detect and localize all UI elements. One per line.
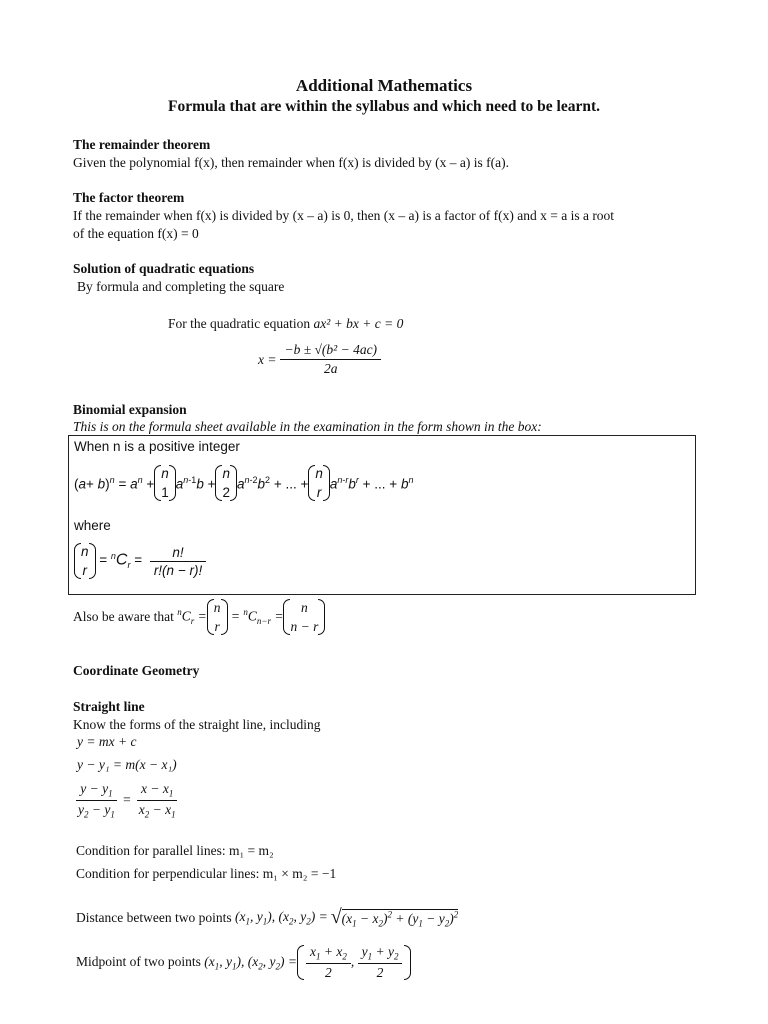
- quadratic-equation-label: For the quadratic equation: [168, 316, 311, 331]
- combination-fraction: $\frac{n!}{r!(n - r)!}$: [150, 545, 207, 578]
- page-title: Additional Mathematics: [295, 76, 473, 95]
- straight-line-intro: Know the forms of the straight line, including: [73, 717, 321, 732]
- binomial-formula-box: [68, 435, 696, 595]
- box-intro: When n is a positive integer: [74, 439, 240, 454]
- form-two-point: $\frac{y - y_1}{y_2 - y_1}$ = $\frac{x - x_1}{x_2 - x_1}$: [78, 781, 176, 820]
- also-label: Also be aware that: [73, 609, 174, 624]
- quadratic-numerator: −b ± √(b² − 4ac): [280, 342, 381, 360]
- quadratic-formula: [258, 342, 381, 377]
- midpoint-formula: Midpoint of two points ($x_1$, $y_1$), ($x_2$, $y_2$) = $\frac{x_1 + x_2}{2}$ , $\frac{y_1 + y_2}{2}$: [76, 944, 411, 981]
- binomial-expansion-formula: $(a+ b)^n = a^n$ + n 1 $a^{n-1}b$ + n 2 $a^{n-2}b^2$ + ... + n r $a^{n-r}b^r$ + ... + $b^n$: [74, 466, 414, 500]
- perpendicular-condition: Condition for perpendicular lines: m₁ × m₂ = −1: [76, 866, 337, 881]
- combination-n-r: n r: [74, 542, 96, 580]
- quadratic-text: By formula and completing the square: [77, 279, 285, 294]
- page-subtitle: Formula that are within the syllabus and which need to be learnt.: [167, 98, 601, 115]
- binomial-coefficient-n-2: n 2: [215, 464, 237, 502]
- remainder-text: Given the polynomial f(x), then remainder when f(x) is divided by (x – a) is f(a).: [73, 155, 509, 170]
- binomial-coefficient-n-1: n 1: [154, 464, 176, 502]
- binomial-coefficient-n-r: n r: [308, 464, 330, 502]
- factor-text-line1: If the remainder when f(x) is divided by (x – a) is 0, then (x – a) is a factor of f(x) and x = a is a root: [73, 208, 615, 223]
- form-slope-intercept: y = mx + c: [77, 734, 137, 749]
- symmetry-binom-n-r: n r: [207, 598, 228, 636]
- midpoint-label: Midpoint of two points: [76, 954, 201, 970]
- box-where: where: [74, 518, 111, 533]
- coordinate-geometry-heading: Coordinate Geometry: [73, 663, 200, 678]
- combination-formula: n r = $^nC_r$ = $\frac{n!}{r!(n - r)!}$: [74, 542, 206, 580]
- quadratic-denominator: 2a: [324, 361, 338, 376]
- parallel-condition: Condition for parallel lines: m₁ = m₂: [76, 843, 274, 858]
- factor-text-line2: of the equation f(x) = 0: [73, 226, 199, 241]
- symmetry-binom-n-n-r: n n − r: [283, 598, 325, 636]
- distance-formula: Distance between two points ($x_1$, $y_1$), ($x_2$, $y_2$) = $√(x_1 - x_2)^2 + (y_1 - y_2)^2$: [76, 906, 459, 929]
- quadratic-equation: ax² + bx + c = 0: [313, 316, 404, 331]
- factor-heading: The factor theorem: [73, 190, 185, 205]
- straight-line-heading: Straight line: [73, 699, 145, 714]
- form-point-slope: y − y₁ = m(x − x₁): [77, 757, 177, 772]
- binomial-heading: Binomial expansion: [73, 402, 187, 417]
- quadratic-equation-line: [168, 316, 403, 332]
- combination-symmetry: Also be aware that $^nC_r$ = n r = $^nC_{n-r}$ = n n − r: [73, 598, 325, 636]
- midpoint-coordinates: $\frac{x_1 + x_2}{2}$ , $\frac{y_1 + y_2}{2}$: [297, 944, 411, 981]
- quadratic-x-lhs: x =: [258, 351, 277, 367]
- remainder-heading: The remainder theorem: [73, 137, 211, 152]
- quadratic-heading: Solution of quadratic equations: [73, 261, 255, 276]
- binomial-note: This is on the formula sheet available in the examination in the form shown in the box:: [73, 419, 542, 434]
- distance-label: Distance between two points: [76, 909, 232, 925]
- quadratic-fraction: [280, 342, 381, 377]
